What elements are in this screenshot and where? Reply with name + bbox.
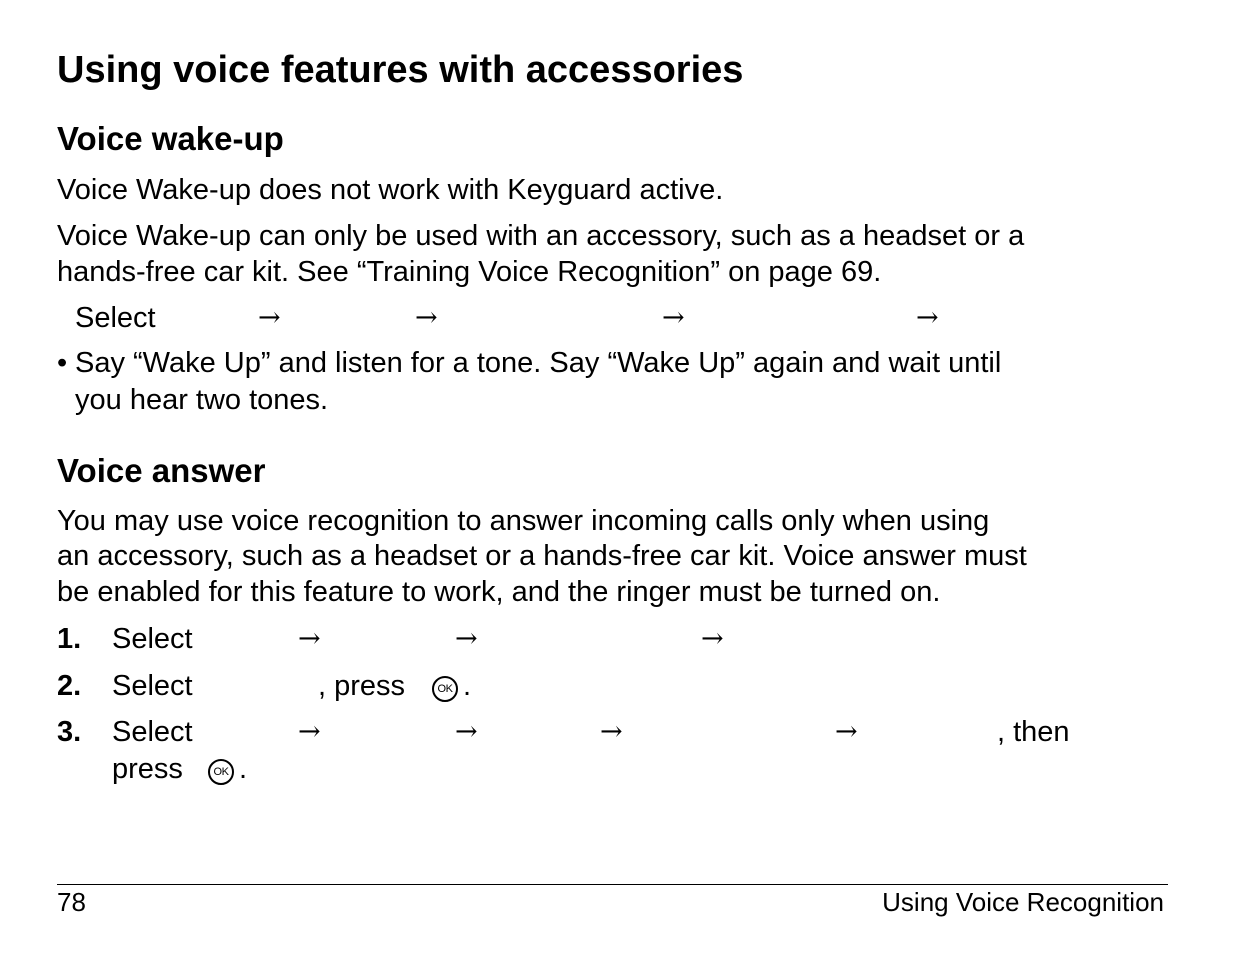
paragraph-accessory-line-2: hands-free car kit. See “Training Voice Recognition” on page 69. — [57, 256, 882, 288]
arrow-icon: → — [298, 623, 321, 654]
section-heading-voice-answer: Voice answer — [57, 452, 266, 489]
step-number: 3. — [57, 716, 82, 748]
bullet-text-line-1: Say “Wake Up” and listen for a tone. Say “Wake Up” again and wait until — [75, 347, 1002, 379]
step-period: . — [239, 753, 248, 785]
arrow-icon: → — [916, 302, 939, 333]
chapter-title: Using Voice Recognition — [882, 887, 1164, 917]
page-title: Using voice features with accessories — [57, 49, 744, 91]
arrow-icon: → — [701, 623, 724, 654]
step-number: 2. — [57, 670, 82, 702]
page-number: 78 — [57, 887, 86, 917]
step-select: Select — [112, 716, 193, 748]
ok-key-icon — [432, 675, 458, 702]
section-heading-voice-wake-up: Voice wake-up — [57, 120, 284, 157]
select-instruction: Select — [75, 302, 156, 334]
step-period: . — [463, 670, 472, 702]
arrow-icon: → — [298, 716, 321, 747]
paragraph-voice-answer-line-2: an accessory, such as a headset or a hands-free car kit. Voice answer must — [57, 540, 1027, 572]
ok-key-label: OK — [208, 759, 234, 785]
paragraph-keyguard-note: Voice Wake-up does not work with Keyguard active. — [57, 174, 724, 206]
arrow-icon: → — [258, 302, 281, 333]
arrow-icon: → — [415, 302, 438, 333]
step-select: Select — [112, 670, 193, 702]
bullet-icon: • — [57, 347, 68, 379]
bullet-text-line-2: you hear two tones. — [75, 384, 329, 416]
step-press: press — [112, 753, 183, 785]
footer-divider — [57, 884, 1168, 885]
paragraph-accessory-line-1: Voice Wake-up can only be used with an accessory, such as a headset or a — [57, 220, 1025, 252]
paragraph-voice-answer-line-1: You may use voice recognition to answer incoming calls only when using — [57, 505, 990, 537]
paragraph-voice-answer-line-3: be enabled for this feature to work, and the ringer must be turned on. — [57, 576, 941, 608]
arrow-icon: → — [600, 716, 623, 747]
step-number: 1. — [57, 623, 82, 655]
ok-key-label: OK — [432, 676, 458, 702]
arrow-icon: → — [662, 302, 685, 333]
step-then: , then — [997, 716, 1070, 748]
ok-key-icon — [208, 758, 234, 785]
arrow-icon: → — [455, 716, 478, 747]
arrow-icon: → — [835, 716, 858, 747]
arrow-icon: → — [455, 623, 478, 654]
step-press: , press — [318, 670, 406, 702]
step-select: Select — [112, 623, 193, 655]
